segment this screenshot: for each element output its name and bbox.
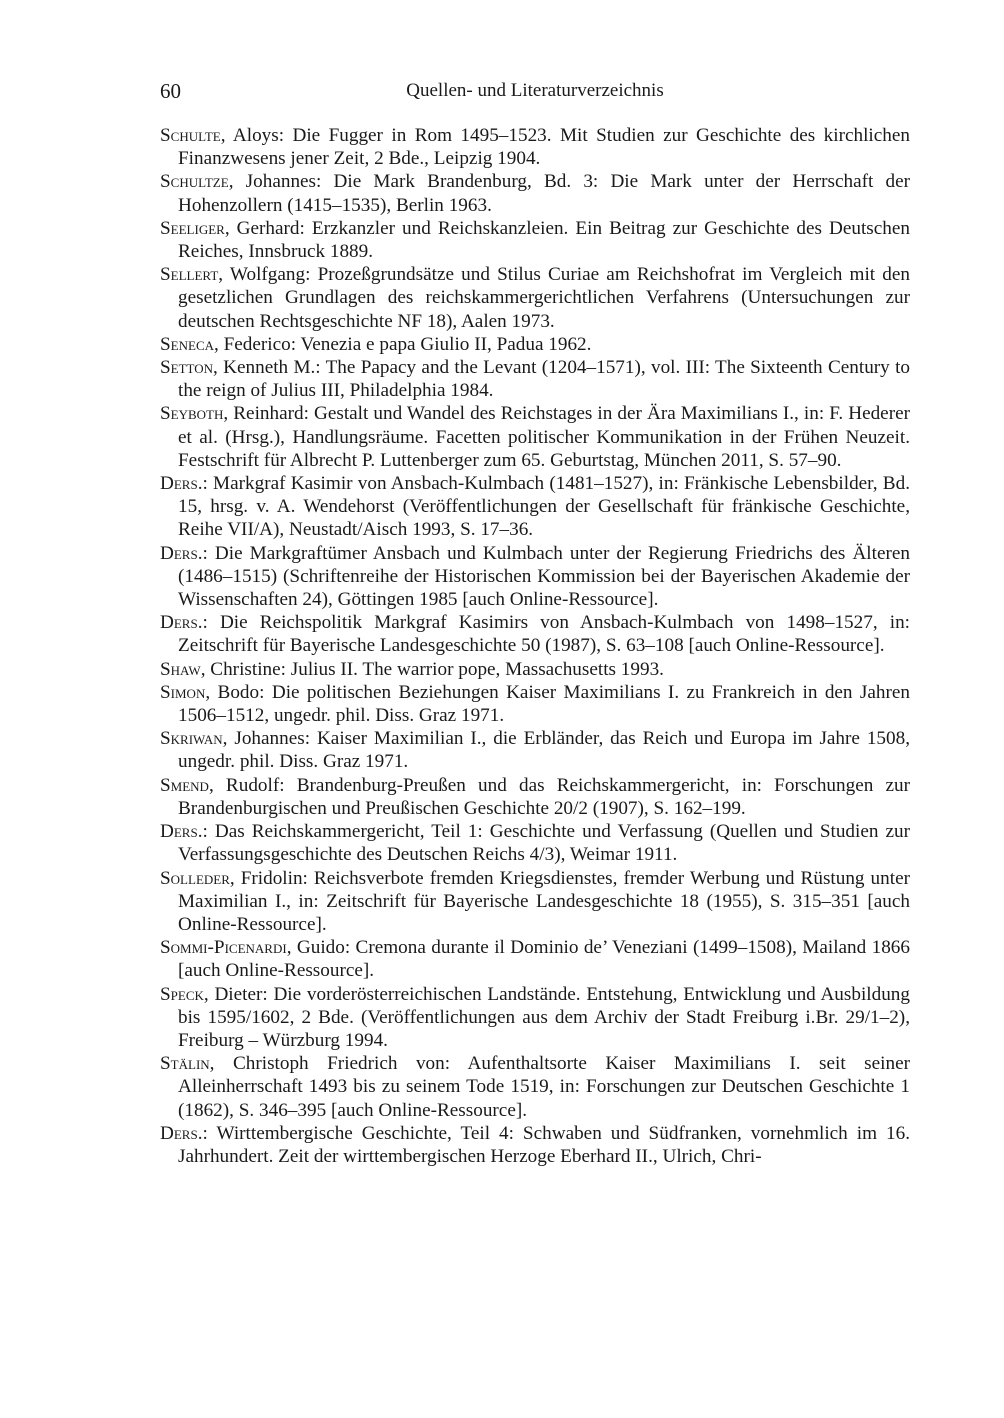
bibliography-entry — [160, 681, 910, 727]
bibliography-entry — [160, 356, 910, 402]
entry-text: , Reinhard: Gestalt und Wandel des Reichstages in der Ära Maximilians I., in: F. Hederer et al. (Hrsg.), Handlungsräume. Facetten politischer Kommunikation in der Frühen Neuzeit. Festschrift für Albrecht P. Luttenberger zum 65. Geburtstag, München 2011, S. 57–90. — [178, 403, 910, 471]
entry-author: Sommi-Picenardi — [160, 937, 287, 959]
entry-text: : Das Reichskammergericht, Teil 1: Geschichte und Verfassung (Quellen und Studien zur Verfassungsgeschichte des Deutschen Reichs 4/3), Weimar 1911. — [178, 821, 910, 866]
bibliography-entry — [160, 983, 910, 1053]
entry-author: Smend — [160, 774, 209, 796]
entry-text: , Dieter: Die vorderösterreichischen Landstände. Entstehung, Entwicklung und Ausbildung bis 1595/1602, 2 Bde. (Veröffentlichungen aus dem Archiv der Stadt Freiburg i.Br. 29/1–2), Freiburg – Würzburg 1994. — [178, 983, 910, 1051]
bibliography-entry — [160, 124, 910, 170]
entry-text: , Johannes: Die Mark Brandenburg, Bd. 3: Die Mark unter der Herrschaft der Hohenzollern (1415–1535), Berlin 1963. — [178, 171, 910, 216]
entry-text: : Die Markgraftümer Ansbach und Kulmbach unter der Regierung Friedrichs des Älteren (1486–1515) (Schriftenreihe der Historischen Kommission bei der Bayerischen Akademie der Wissenschaften 24), Göttingen 1985 [auch Online-Ressource]. — [178, 542, 910, 611]
entry-text: , Wolfgang: Prozeßgrundsätze und Stilus Curiae am Reichshofrat im Vergleich mit den gesetzlichen Grundlagen des reichskammergerichtlichen Verfahrens (Untersuchungen zur deutschen Rechtsgeschichte NF 18), Aalen 1973. — [178, 264, 910, 332]
entry-author: Schultze — [160, 171, 229, 193]
bibliography-entry — [160, 774, 910, 820]
entry-text: : Wirttembergische Geschichte, Teil 4: Schwaben und Südfranken, vornehmlich im 16. Jahrhundert. Zeit der wirttembergischen Herzoge Eberhard II., Ulrich, Chri- — [178, 1122, 910, 1167]
entry-text: , Kenneth M.: The Papacy and the Levant (1204–1571), vol. III: The Sixteenth Century to the reign of Julius III, Philadelphia 1984. — [178, 357, 910, 402]
bibliography-entry — [160, 217, 910, 263]
entry-author: Ders. — [160, 1122, 203, 1144]
entry-author: Speck — [160, 983, 204, 1005]
entry-author: Seeliger — [160, 217, 225, 239]
bibliography-entry — [160, 472, 910, 542]
entry-author: Ders. — [160, 473, 203, 495]
entry-author: Seneca — [160, 333, 215, 355]
bibliography-entry — [160, 1122, 910, 1168]
bibliography-entry — [160, 820, 910, 866]
entry-text: , Guido: Cremona durante il Dominio de’ Veneziani (1499–1508), Mailand 1866 [auch Online-Ressource]. — [178, 937, 910, 982]
entry-author: Schulte — [160, 125, 221, 146]
entry-author: Seyboth — [160, 403, 224, 425]
running-title: Quellen- und Literaturverzeichnis — [406, 80, 664, 101]
entry-text: , Gerhard: Erzkanzler und Reichskanzleien. Ein Beitrag zur Geschichte des Deutschen Reiches, Innsbruck 1889. — [178, 217, 910, 263]
entry-text: : Markgraf Kasimir von Ansbach-Kulmbach (1481–1527), in: Fränkische Lebensbilder, Bd. 15, hrsg. v. A. Wendehorst (Veröffentlichungen der Gesellschaft für fränkische Geschichte, Reihe VII/A), Neustadt/Aisch 1993, S. 17–36. — [178, 473, 910, 541]
entry-author: Shaw — [160, 658, 201, 680]
entry-author: Simon — [160, 681, 206, 703]
entry-author: Ders. — [160, 612, 203, 634]
bibliography-entry — [160, 333, 910, 356]
entry-author: Sellert — [160, 264, 219, 286]
entry-author: Stälin — [160, 1053, 210, 1075]
entry-author: Setton — [160, 357, 214, 379]
entry-text: , Aloys: Die Fugger in Rom 1495–1523. Mit Studien zur Geschichte des kirchlichen Finanzwesens jener Zeit, 2 Bde., Leipzig 1904. — [178, 125, 910, 170]
page-header — [160, 76, 910, 106]
entry-text: , Rudolf: Brandenburg-Preußen und das Reichskammergericht, in: Forschungen zur Brandenburgischen und Preußischen Geschichte 20/2 (1907), S. 162–199. — [178, 774, 910, 819]
entry-text: , Fridolin: Reichsverbote fremden Kriegsdienstes, fremder Werbung und Rüstung unter Maximilian I., in: Zeitschrift für Bayerische Landesgeschichte 18 (1955), S. 315–351 [auch Online-Ressource]. — [178, 867, 910, 935]
bibliography-entry — [160, 936, 910, 982]
entry-author: Ders. — [160, 821, 203, 843]
bibliography-entry — [160, 611, 910, 657]
bibliography-entry — [160, 658, 910, 681]
bibliography-entry — [160, 867, 910, 937]
bibliography-entry — [160, 263, 910, 333]
entry-text: , Christoph Friedrich von: Aufenthaltsorte Kaiser Maximilians I. seit seiner Alleinherrschaft 1493 bis zu seinem Tode 1519, in: Forschungen zur Deutschen Geschichte 1 (1862), S. 346–395 [auch Online-Ressource]. — [178, 1053, 910, 1121]
entry-author: Ders. — [160, 542, 203, 564]
entry-text: , Bodo: Die politischen Beziehungen Kaiser Maximilians I. zu Frankreich in den Jahren 1506–1512, ungedr. phil. Diss. Graz 1971. — [178, 681, 910, 727]
entry-text: , Christine: Julius II. The warrior pope, Massachusetts 1993. — [200, 658, 664, 680]
entry-text: , Johannes: Kaiser Maximilian I., die Erbländer, das Reich und Europa im Jahre 1508, ungedr. phil. Diss. Graz 1971. — [178, 728, 910, 773]
entry-text: : Die Reichspolitik Markgraf Kasimirs von Ansbach-Kulmbach von 1498–1527, in: Zeitschrift für Bayerische Landesgeschichte 50 (1987), S. 63–108 [auch Online-Ressource]. — [178, 612, 910, 657]
bibliography-entry — [160, 542, 910, 612]
entry-author: Skriwan — [160, 728, 223, 750]
bibliography-entry — [160, 170, 910, 216]
bibliography-list — [160, 124, 910, 1168]
bibliography-entry — [160, 402, 910, 472]
bibliography-entry — [160, 727, 910, 773]
entry-author: Solleder — [160, 867, 230, 889]
page-number: 60 — [160, 79, 181, 103]
entry-text: , Federico: Venezia e papa Giulio II, Padua 1962. — [214, 333, 592, 355]
bibliography-entry — [160, 1052, 910, 1122]
